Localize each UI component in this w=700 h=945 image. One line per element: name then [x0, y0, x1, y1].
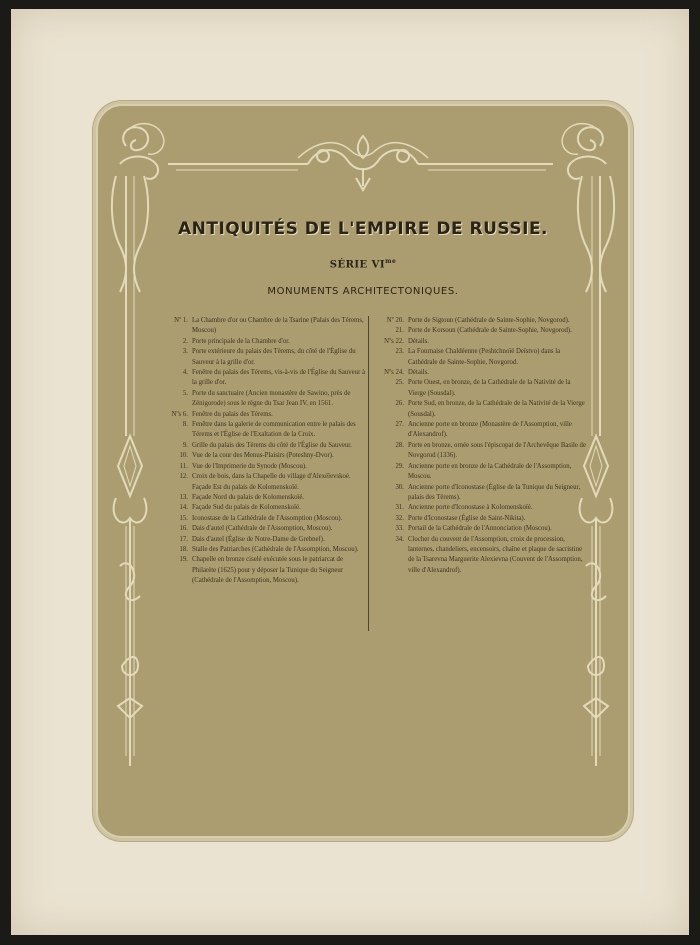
- list-item: [376, 378, 586, 399]
- list-item: [376, 399, 586, 420]
- plate-number: 32.: [395, 514, 404, 522]
- list-item: [376, 326, 586, 336]
- list-item: [160, 420, 366, 441]
- list-item: [160, 503, 366, 513]
- list-item: [160, 472, 366, 482]
- plate-description: Porte de Korsoun (Cathédrale de Sainte-Sophie, Novgorod).: [408, 327, 572, 335]
- plate-description: Porte principale de la Chambre d'or.: [192, 337, 290, 345]
- plate-number: Nº 20.: [386, 317, 404, 324]
- plate-number: 26.: [395, 400, 404, 408]
- list-item: [376, 514, 586, 524]
- plate-description: Détails.: [408, 369, 429, 377]
- plate-description: Chapelle en bronze ciselé exécutée sous le patriarcat de Philarète (1625) pour y déposer la Tunique du Seigneur (Cathédrale de l'Assomption, Moscou).: [192, 556, 344, 585]
- page-title: ANTIQUITÉS DE L'EMPIRE DE RUSSIE.: [177, 219, 549, 239]
- plate-description: Ancienne porte d'Iconostase (Église de la Tunique du Seigneur, palais des Térems).: [408, 483, 581, 501]
- list-item: [376, 337, 586, 347]
- plate-number: Nºs 22.: [384, 337, 404, 345]
- list-item: [160, 316, 366, 337]
- list-item: [160, 514, 366, 524]
- series-label: SÉRIE $VI^{me}$: [329, 258, 397, 271]
- plate-description: Porte d'Iconostase (Église de Saint-Nikita).: [408, 514, 526, 522]
- list-item: [160, 451, 366, 461]
- plate-description: Façade Sud du palais de Kolomenskoïé.: [192, 504, 301, 512]
- plate-number: Nºs 6.: [171, 410, 188, 418]
- plate-number: 28.: [395, 441, 404, 449]
- list-item: [376, 503, 586, 513]
- list-item: [160, 410, 366, 420]
- list-item: [160, 555, 366, 586]
- plate-description: Ancienne porte en bronze (Monastère de l'Assomption, ville d'Alexandrof).: [408, 421, 572, 439]
- plate-description: Fenêtre dans la galerie de communication entre le palais des Térems et l'Église de l'Exaltation de la Croix.: [192, 421, 356, 439]
- plate-description: Croix de bois, dans la Chapelle du village d'Alexéïevskoé.: [192, 473, 351, 481]
- list-item: [376, 483, 586, 504]
- plate-description: Vue de l'Imprimerie du Synode (Moscou).: [192, 462, 307, 470]
- plate-description: Façade Nord du palais de Kolomenskoïé.: [192, 493, 305, 501]
- plate-number: 27.: [395, 421, 404, 429]
- list-item: [376, 462, 586, 483]
- plate-number: Nºs 24.: [384, 369, 404, 377]
- plate-list-right: [376, 316, 586, 576]
- plate-number: 8.: [182, 421, 188, 429]
- list-item: [376, 524, 586, 534]
- plate-description: Dais d'autel (Cathédrale de l'Assomption, Moscou).: [192, 525, 333, 533]
- plate-number: 25.: [395, 379, 404, 387]
- plate-number: 23.: [395, 348, 404, 356]
- list-item: [160, 462, 366, 472]
- list-item: [376, 441, 586, 462]
- list-item: [160, 535, 366, 545]
- plate-description: Fenêtre du palais des Térems, vis-à-vis de l'Église du Sauveur à la grille d'or.: [192, 369, 366, 387]
- plate-number: 12.: [179, 473, 188, 481]
- list-item: [160, 545, 366, 555]
- plate-description: Porte Sud, en bronze, de la Cathédrale de la Nativité de la Vierge (Sousdal).: [408, 400, 585, 418]
- plate-number: 9.: [182, 441, 188, 449]
- plate-description: Portail de la Cathédrale de l'Annonciation (Moscou).: [408, 525, 552, 533]
- plate-number: 34.: [395, 535, 404, 543]
- list-item: [376, 368, 586, 378]
- plate-number: 16.: [179, 525, 188, 533]
- list-item: [376, 535, 586, 577]
- plate-number: 3.: [182, 348, 188, 356]
- plate-description: Iconostase de la Cathédrale de l'Assomption (Moscou).: [192, 514, 343, 522]
- list-item: [160, 524, 366, 534]
- plate-description: Clocher du couvent de l'Assomption, croix de procession, lanternes, chandeliers, encensoirs, chaîne et plaque de sacristine de la Tsarevna Marguerite Alexievna (Couvent de l'Assomption, ville d'Alexandrof).: [408, 535, 583, 574]
- plate-number: 29.: [395, 462, 404, 470]
- list-item: [376, 316, 586, 326]
- plate-list-left: [160, 316, 366, 587]
- plate-number: 30.: [395, 483, 404, 491]
- list-item: [160, 347, 366, 368]
- plate-description: Façade Est du palais de Kolomenskoïé.: [192, 483, 299, 491]
- list-item: [160, 441, 366, 451]
- plate-description: Porte extérieure du palais des Térems, du côté de l'Église du Sauveur à la grille d'or.: [192, 348, 356, 366]
- subtitle: MONUMENTS ARCHITECTONIQUES.: [267, 286, 459, 297]
- plate-description: La Fournaise Chaldéenne (Peshtchnoïé Deïstvo) dans la Cathédrale de Sainte-Sophie, Novgorod.: [408, 348, 561, 366]
- plate-description: Détails.: [408, 337, 429, 345]
- plate-number: 4.: [182, 369, 188, 377]
- list-item: [160, 483, 366, 493]
- plate-number: 14.: [179, 504, 188, 512]
- plate-number: 5.: [182, 389, 188, 397]
- plate-description: La Chambre d'or ou Chambre de la Tsarine (Palais des Térems, Moscou): [192, 317, 364, 335]
- plate-number: [160, 483, 192, 493]
- plate-number: 11.: [179, 462, 188, 470]
- plate-description: Stalle des Patriarches (Cathédrale de l'Assomption, Moscou).: [192, 545, 359, 553]
- plate-number: 33.: [395, 525, 404, 533]
- plate-number: 15.: [179, 514, 188, 522]
- plate-description: Dais d'autel (Église de Notre-Dame de Grebnef).: [192, 535, 325, 543]
- plate-number: 10.: [179, 452, 188, 460]
- list-item: [160, 337, 366, 347]
- plate-number: 31.: [395, 504, 404, 512]
- plate-description: Ancienne porte en bronze de la Cathédrale de l'Assomption, Moscou.: [408, 462, 572, 481]
- plate-description: Vue de la cour des Menus-Plaisirs (Poteshny-Dvor).: [192, 452, 334, 460]
- plate-description: Porte de Sigtoun (Cathédrale de Sainte-Sophie, Novgorod).: [408, 317, 570, 324]
- plate-number: 19.: [179, 556, 188, 564]
- plate-description: Porte du sanctuaire (Ancien monastère de Sawino, près de Zénigorode) sous le règne du Tsar Jean IV, en 1561.: [192, 389, 351, 408]
- plate-description: Porte Ouest, en bronze, de la Cathédrale de la Nativité de la Vierge (Sousdal).: [408, 379, 571, 397]
- plate-number: 18.: [179, 545, 188, 553]
- plate-description: Grille du palais des Térems du côté de l'Église du Sauveur.: [192, 441, 352, 449]
- list-item: [160, 368, 366, 389]
- plate-description: Porte en bronze, ornée sous l'épiscopat de l'Archevêque Basile de Novgorod (1336).: [408, 441, 586, 460]
- plate-number: Nº 1.: [174, 317, 188, 324]
- plate-description: Ancienne porte d'Iconostase à Kolomenskoïé.: [408, 504, 533, 512]
- list-item: [376, 347, 586, 368]
- list-item: [160, 493, 366, 503]
- list-item: [160, 389, 366, 410]
- plate-number: 13.: [179, 493, 188, 501]
- plate-number: 17.: [179, 535, 188, 543]
- column-divider: [368, 316, 369, 631]
- paper-sheet: [11, 9, 689, 935]
- plate-number: 21.: [395, 327, 404, 335]
- plate-number: 2.: [182, 337, 188, 345]
- plate-description: Fenêtre du palais des Térems.: [192, 410, 273, 418]
- title-plate: [96, 104, 630, 838]
- list-item: [376, 420, 586, 441]
